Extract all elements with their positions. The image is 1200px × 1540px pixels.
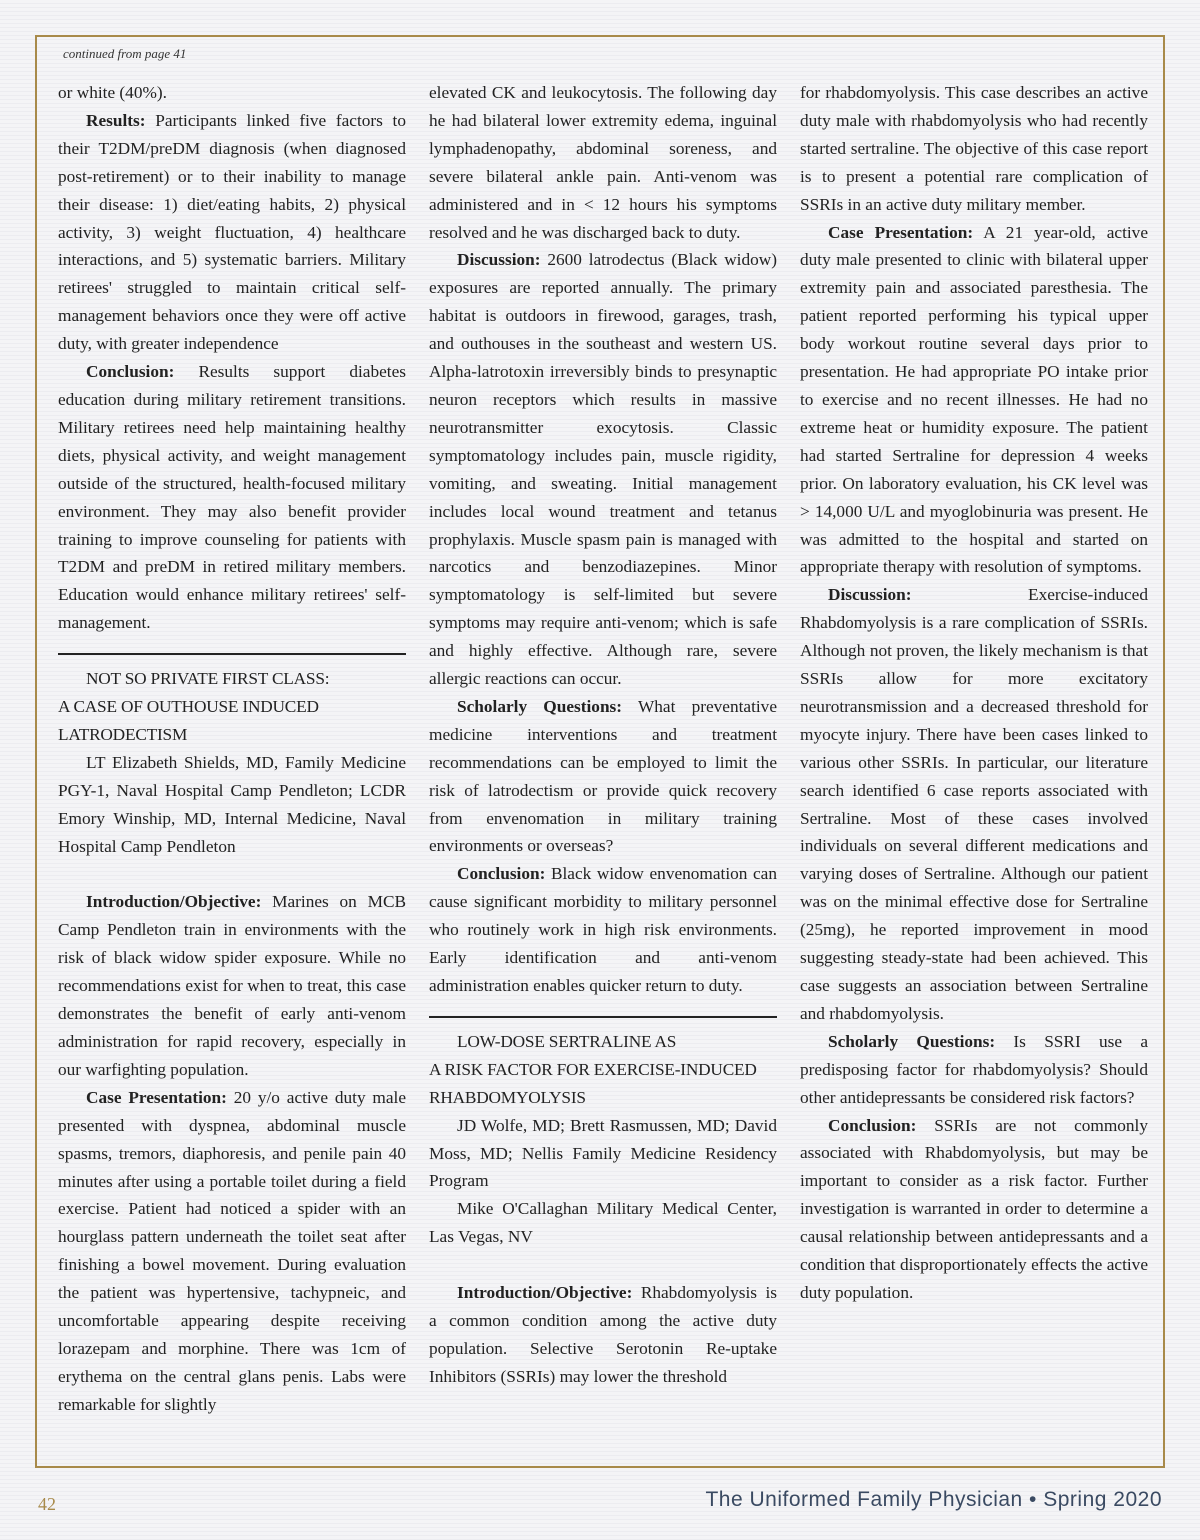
- section-label: Conclusion:: [86, 362, 175, 382]
- article-columns: [58, 79, 1148, 1449]
- paragraph: elevated CK and leukocytosis. The following day he had bilateral lower extremity edema, inguinal lymphadenopathy, abdominal soreness, and severe bilateral ankle pain. Anti-venom was administered and in < 12 hours his symptoms resolved and he was discharged back to duty.: [429, 83, 777, 242]
- section-label: Introduction/Objective:: [86, 892, 262, 912]
- publication-title: The Uniformed Family Physician • Spring 2020: [705, 1488, 1162, 1511]
- page-number: 42: [38, 1494, 56, 1514]
- section-label: Discussion:: [828, 585, 912, 605]
- section-label: Conclusion:: [828, 1115, 917, 1135]
- paragraph-text: Participants linked five factors to their T2DM/preDM diagnosis (when diagnosed post-retirement) or to their inability to manage their disease: 1) diet/eating habits, 2) physical activity, 3) weight fluctuation, 4) healthcare interactions, and 5) systematic barriers. Military retirees' struggled to maintain critical self-management behaviors once they were off active duty, with greater independence: [58, 110, 406, 354]
- column-3: [800, 79, 1148, 1449]
- section-label: Introduction/Objective:: [457, 1283, 633, 1303]
- column-1: [58, 79, 406, 1449]
- paragraph: [800, 219, 1148, 582]
- paragraph-text: Results support diabetes education during military retirement transitions. Military retirees need help maintaining healthy diets, physical activity, and weight management outside of the structured, health-focused military environment. They may also benefit provider training to improve counseling for patients with T2DM and preDM in retired military members. Education would enhance military retirees' self-management.: [58, 362, 406, 633]
- spacer: [429, 1251, 777, 1279]
- continued-note: continued from page 41: [63, 46, 187, 61]
- paragraph: [800, 581, 1148, 1028]
- paragraph: [429, 860, 777, 1000]
- authors: JD Wolfe, MD; Brett Rasmussen, MD; David Moss, MD; Nellis Family Medicine Residency Program: [429, 1115, 777, 1191]
- paragraph: [58, 1084, 406, 1419]
- paragraph-text: Marines on MCB Camp Pendleton train in environments with the risk of black widow spider exposure. While no recommendations exist for when to treat, this case demonstrates the benefit of early anti-venom administration for rapid recovery, especially in our warfighting population.: [58, 892, 406, 1079]
- paragraph: [429, 693, 777, 860]
- paragraph-text: 20 y/o active duty male presented with dyspnea, abdominal muscle spasms, tremors, diaphoresis, and penile pain 40 minutes after using a portable toilet during a field exercise. Patient had noticed a spider with an hourglass pattern underneath the toilet seat after finishing a bowel movement. During evaluation the patient was hypertensive, tachypneic, and uncomfortable appearing despite receiving lorazepam and morphine. There was 1cm of erythema on the central glans penis. Labs were remarkable for slightly: [58, 1087, 406, 1414]
- paragraph: for rhabdomyolysis. This case describes an active duty male with rhabdomyolysis who had recently started sertraline. The objective of this case report is to present a potential rare complication of SSRIs in an active duty military member.: [800, 83, 1148, 214]
- paragraph: [58, 888, 406, 1083]
- article-title-line: A RISK FACTOR FOR EXERCISE-INDUCED RHABDOMYOLYSIS: [429, 1059, 757, 1107]
- section-label: Scholarly Questions:: [457, 696, 623, 716]
- paragraph-text: What preventative medicine interventions and treatment recommendations can be employed to limit the risk of latrodectism or provide quick recovery from envenomation in military training environments or overseas?: [429, 696, 777, 856]
- spacer: [58, 860, 406, 888]
- section-label: Conclusion:: [457, 864, 546, 884]
- paragraph-text: Black widow envenomation can cause significant morbidity to military personnel who routinely work in high risk environments. Early identification and anti-venom administration enables quicker return to duty.: [429, 864, 777, 995]
- paragraph-text: A 21 year-old, active duty male presented to clinic with bilateral upper extremity pain and associated paresthesia. The patient reported performing his typical upper body workout routine several days prior to presentation. He had appropriate PO intake prior to exercise and no recent illnesses. He had no extreme heat or humidity exposure. The patient had started Sertraline for depression 4 weeks prior. On laboratory evaluation, his CK level was > 14,000 U/L and myoglobinuria was present. He was admitted to the hospital and started on appropriate therapy with resolution of symptoms.: [800, 222, 1148, 577]
- section-label: Results:: [86, 110, 146, 130]
- authors: Mike O'Callaghan Military Medical Center, Las Vegas, NV: [429, 1199, 777, 1247]
- paragraph: [429, 1279, 777, 1391]
- paragraph-text: Exercise-induced Rhabdomyolysis is a rare complication of SSRIs. Although not proven, the likely mechanism is that SSRIs allow for more excitatory neurotransmission and a decreased threshold for myocyte injury. There have been cases linked to various other SSRIs. In particular, our literature search identified 6 case reports associated with Sertraline. Most of these cases involved individuals on several different medications and varying doses of Sertraline. Although our patient was on the minimal effective dose for Sertraline (25mg), he reported improvement in mood suggesting steady-state had been achieved. This case suggests an association between Sertraline and rhabdomyolysis.: [800, 585, 1148, 1023]
- section-label: Case Presentation:: [86, 1087, 227, 1107]
- authors: LT Elizabeth Shields, MD, Family Medicine PGY-1, Naval Hospital Camp Pendleton; LCDR Emory Winship, MD, Internal Medicine, Naval Hospital Camp Pendleton: [58, 752, 406, 856]
- paragraph: [58, 107, 406, 358]
- section-label: Case Presentation:: [828, 222, 974, 242]
- paragraph-text: SSRIs are not commonly associated with Rhabdomyolysis, but may be important to consider as a risk factor. Further investigation is warranted in order to determine a causal relationship between antidepressants and a condition that disproportionately effects the active duty population.: [800, 1115, 1148, 1302]
- paragraph-text: Is SSRI use a predisposing factor for rhabdomyolysis? Should other antidepressants be considered risk factors?: [800, 1031, 1148, 1107]
- article-title-line: LOW-DOSE SERTRALINE AS: [457, 1031, 677, 1051]
- paragraph-text: 2600 latrodectus (Black widow) exposures are reported annually. The primary habitat is outdoors in firewood, garages, trash, and outhouses in the southeast and western US. Alpha-latrotoxin irreversibly binds to presynaptic neuron receptors which results in massive neurotransmitter exocytosis. Classic symptomatology includes pain, muscle rigidity, vomiting, and sweating. Initial management includes local wound treatment and tetanus prophylaxis. Muscle spasm pain is managed with narcotics and benzodiazepines. Minor symptomatology is self-limited but severe symptoms may require anti-venom; which is safe and highly effective. Although rare, severe allergic reactions can occur.: [429, 250, 777, 689]
- section-label: Scholarly Questions:: [828, 1031, 996, 1051]
- section-divider: [429, 1016, 777, 1018]
- paragraph: [58, 358, 406, 637]
- paragraph: [800, 1112, 1148, 1307]
- paragraph-text: Rhabdomyolysis is a common condition among the active duty population. Selective Serotonin Re-uptake Inhibitors (SSRIs) may lower the threshold: [429, 1283, 777, 1386]
- article-title-line: NOT SO PRIVATE FIRST CLASS:: [86, 669, 330, 689]
- paragraph: or white (40%).: [58, 83, 167, 102]
- section-label: Discussion:: [457, 250, 541, 270]
- section-divider: [58, 653, 406, 655]
- column-2: [429, 79, 777, 1449]
- article-title-line: A CASE OF OUTHOUSE INDUCED LATRODECTISM: [58, 697, 319, 744]
- paragraph: [429, 246, 777, 693]
- paragraph: [800, 1028, 1148, 1112]
